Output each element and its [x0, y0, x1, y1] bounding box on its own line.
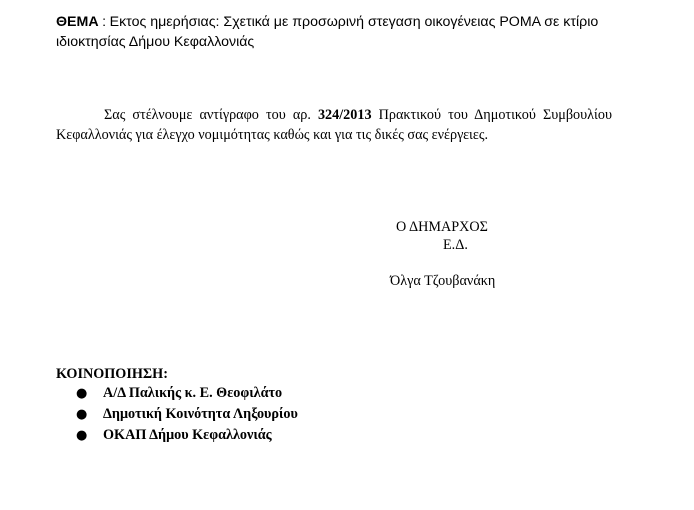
- signature-abbreviation: Ε.Δ.: [443, 237, 468, 253]
- cc-heading: ΚΟΙΝΟΠΟΙΗΣΗ:: [56, 366, 168, 382]
- bullet-icon: ●: [76, 386, 88, 401]
- body-prefix: Σας στέλνουμε αντίγραφο του αρ.: [104, 107, 311, 123]
- bullet-icon: ●: [76, 428, 88, 443]
- subject-line: [56, 12, 616, 52]
- cc-recipient-text: Δημοτική Κοινότητα Ληξουρίου: [103, 406, 298, 422]
- cc-recipient-list: [76, 383, 298, 446]
- cc-recipient-item: [76, 404, 298, 425]
- cc-recipient-text: Α/Δ Παλικής κ. Ε. Θεοφιλάτο: [103, 385, 283, 401]
- signature-name: Όλγα Τζουβανάκη: [390, 273, 496, 289]
- bullet-icon: ●: [76, 407, 88, 422]
- cc-recipient-item: [76, 383, 298, 404]
- subject-colon: :: [102, 14, 107, 30]
- signature-title: Ο ΔΗΜΑΡΧΟΣ: [396, 219, 488, 235]
- body-suffix: Πρακτικού του Δημοτικού Συμβουλίου Κεφαλλονιάς για έλεγχο νομιμότητας καθώς και για τις δικές σας ενέργειες.: [56, 107, 612, 143]
- decision-reference-number: 324/2013: [317, 107, 372, 123]
- cc-recipient-item: [76, 425, 298, 446]
- subject-label: ΘΕΜΑ: [56, 14, 99, 30]
- body-paragraph: [56, 105, 612, 145]
- cc-recipient-text: ΟΚΑΠ Δήμου Κεφαλλονιάς: [103, 427, 272, 443]
- subject-text: Εκτος ημερήσιας: Σχετικά με προσωρινή στεγαση οικογένειας ΡΟΜΑ σε κτίριο ιδιοκτησίας Δήμου Κεφαλλονιάς: [56, 14, 599, 50]
